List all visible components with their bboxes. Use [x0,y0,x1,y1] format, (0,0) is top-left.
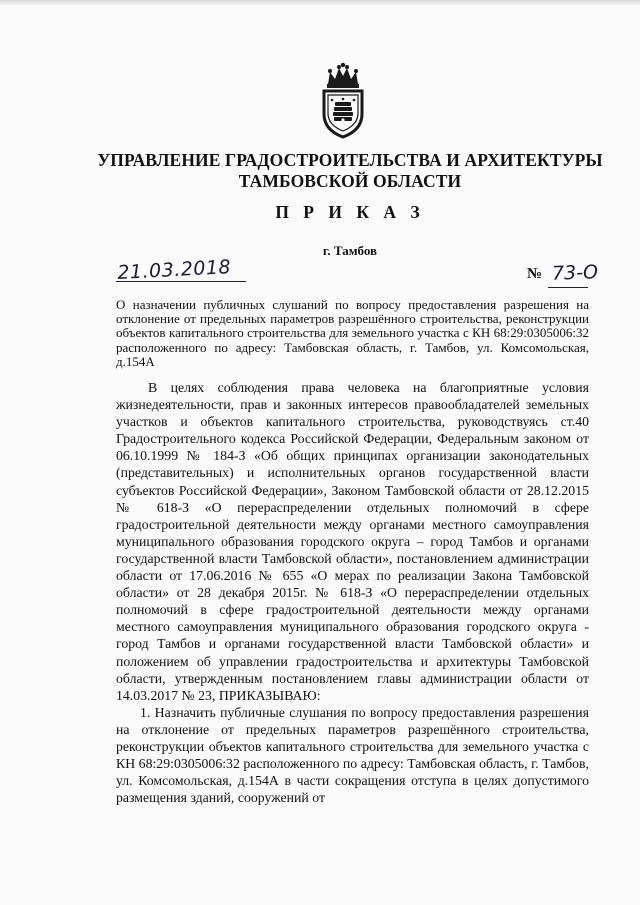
document-date: 21.03.2018 [116,256,232,284]
organization-title [60,150,640,192]
document-number: 73-О [551,261,599,285]
document-city: г. Тамбов [322,243,378,258]
organization-title-line1: УПРАВЛЕНИЕ ГРАДОСТРОИТЕЛЬСТВА И АРХИТЕКТУРЫ [97,150,603,170]
scan-edge [0,0,640,6]
document-subject: О назначении публичных слушаний по вопросу предоставления разрешения на отклонение от предельных параметров разрешённого строительства, реконструкции объектов капитального строительства для земельного участка с КН 68:29:0305006:32 расположенного по адресу: Тамбовская область, г. Тамбов, ул. Комсомольская, д.154А [116,297,589,369]
document-type: П Р И К А З [275,202,425,222]
order-item-1: 1. Назначить публичные слушания по вопросу предоставления разрешения на отклонение от предельных параметров разрешённого строительства, реконструкции объектов капитального строительства для земельного участка с КН 68:29:0305006:32 расположенного по адресу: Тамбовская область, г. Тамбов, ул. Комсомольская, д.154А в части сокращения отступа в целях допустимого размещения зданий, сооружений от [116,704,589,806]
number-underline [548,287,588,288]
document-body [116,379,589,806]
date-underline [116,281,246,282]
coat-of-arms-icon [318,62,368,140]
document-number-label: № [527,266,543,282]
preamble-paragraph: В целях соблюдения права человека на благоприятные условия жизнедеятельности, прав и законных интересов правообладателей земельных участков и объектов капитального строительства, руководствуясь ст.40 Градостроительного кодекса Российской Федерации, Федеральным законом от 06.10.1999 № 184-З «Об общих принципах организации законодательных (представительных) и исполнительных органов государственной власти субъектов Российской Федерации», Законом Тамбовской области от 28.12.2015 № 618-З «О перераспределении отдельных полномочий в сфере градостроительной деятельности между органами местного самоуправления муниципального образования городского округа – город Тамбов и органами государственной власти Тамбовской области», постановлением администрации области от 17.06.2016 № 655 «О мерах по реализации Закона Тамбовской области» от 28 декабря 2015г. № 618-З «О перераспределении отдельных полномочий в сфере градостроительной деятельности между органами местного самоуправления муниципального образования городского округа - город Тамбов и органами государственной власти Тамбовской области» и положением об управлении градостроительства и архитектуры Тамбовской области, утвержденным постановлением главы администрации области от 14.03.2017 № 23, ПРИКАЗЫВАЮ: [116,380,589,703]
organization-title-line2: ТАМБОВСКОЙ ОБЛАСТИ [238,171,462,191]
